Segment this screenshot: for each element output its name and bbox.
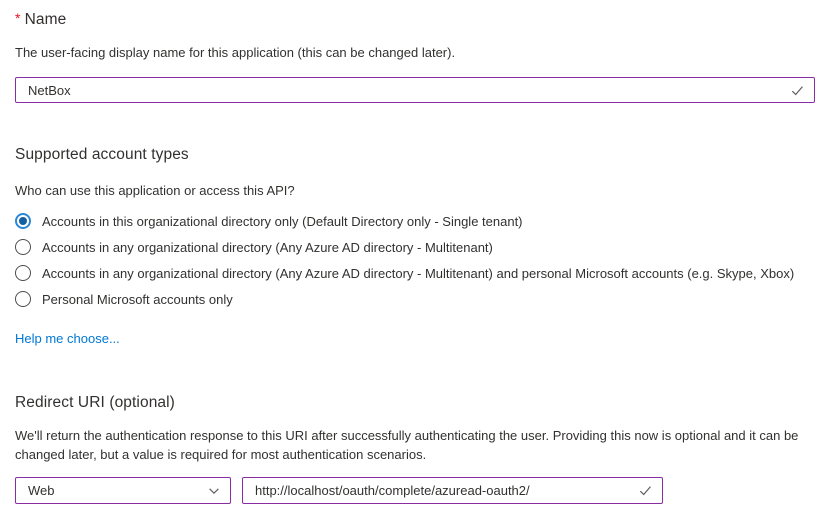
radio-multitenant-personal[interactable]: [15, 260, 815, 286]
radio-button-icon: [15, 239, 31, 255]
platform-selected-value: Web: [28, 483, 55, 498]
valid-check-icon: [790, 83, 805, 98]
radio-button-icon: [15, 291, 31, 307]
radio-label: Personal Microsoft accounts only: [42, 291, 233, 307]
account-types-question: Who can use this application or access this API?: [15, 183, 295, 198]
radio-button-icon: [15, 213, 31, 229]
help-me-choose-link[interactable]: Help me choose...: [15, 331, 120, 346]
account-types-title: Supported account types: [15, 146, 189, 163]
redirect-uri-input-box: [242, 477, 663, 504]
redirect-desc-line1: We'll return the authentication response to this URI after successfully authenticating the user. Providing this now is optional and it can be: [15, 428, 799, 443]
redirect-uri-row: [15, 477, 815, 504]
platform-select-dropdown[interactable]: [15, 477, 231, 504]
redirect-desc-line2: changed later, but a value is required for most authentication scenarios.: [15, 447, 427, 462]
name-title-text: Name: [24, 11, 67, 28]
name-section-title: [15, 10, 815, 29]
valid-check-icon: [638, 483, 653, 498]
radio-personal-only[interactable]: [15, 286, 815, 312]
name-input-box: [15, 77, 815, 103]
radio-label: Accounts in any organizational directory (Any Azure AD directory - Multitenant): [42, 239, 493, 255]
redirect-uri-description: [15, 426, 815, 464]
name-description: The user-facing display name for this application (this can be changed later).: [15, 45, 456, 60]
radio-dot: [19, 217, 27, 225]
radio-label: Accounts in any organizational directory (Any Azure AD directory - Multitenant) and personal Microsoft accounts (e.g. Skype, Xbox): [42, 265, 795, 281]
required-asterisk: *: [15, 10, 21, 26]
redirect-uri-input[interactable]: [255, 483, 630, 498]
name-input[interactable]: [28, 83, 782, 98]
chevron-down-icon: [207, 484, 221, 498]
radio-single-tenant[interactable]: [15, 208, 815, 234]
radio-button-icon: [15, 265, 31, 281]
radio-label: Accounts in this organizational directory only (Default Directory only - Single tenant): [42, 213, 523, 229]
account-types-radio-group: [15, 208, 815, 312]
radio-multitenant[interactable]: [15, 234, 815, 260]
redirect-uri-title: Redirect URI (optional): [15, 394, 175, 411]
